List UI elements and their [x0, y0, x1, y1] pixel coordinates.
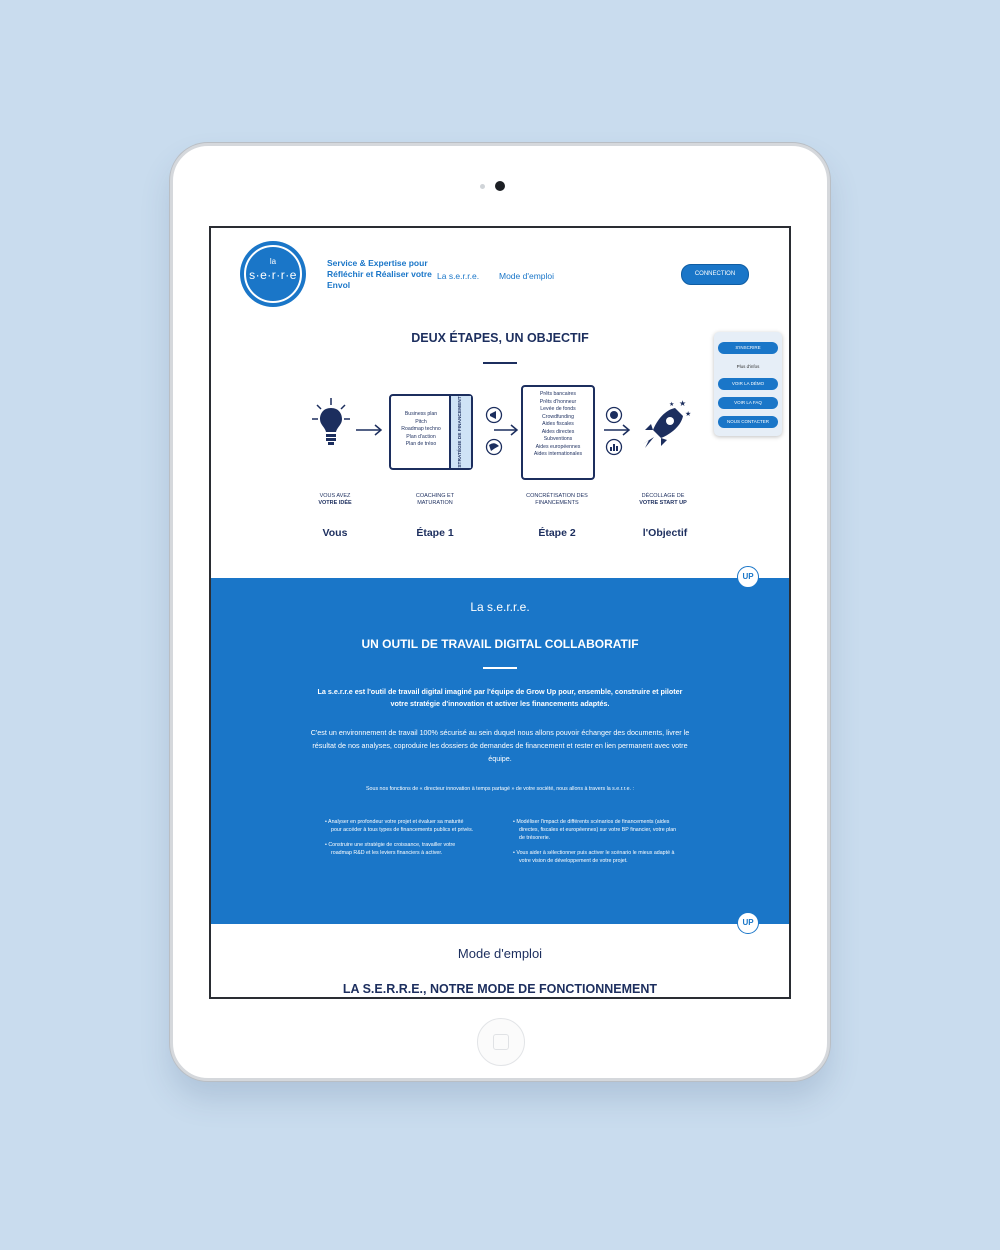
- side-panel: [714, 332, 782, 436]
- step2-item: Aides fiscales: [542, 421, 574, 427]
- serre-title: UN OUTIL DE TRAVAIL DIGITAL COLLABORATIF: [361, 637, 639, 651]
- caption-line: COACHING ET: [415, 493, 455, 499]
- serre-functions: Sous nos fonctions de « directeur innovation à temps partagé » de votre société, nous allons à travers la s.e.r.r.e. :: [366, 786, 634, 792]
- step2-item: Crowdfunding: [541, 413, 574, 420]
- logo[interactable]: [240, 241, 306, 307]
- megaphone-icon: [485, 406, 503, 424]
- up-badge-top[interactable]: UP: [737, 566, 759, 588]
- caption-objectif: [623, 493, 703, 507]
- step1-box: [389, 394, 473, 470]
- bullets-left: [325, 818, 475, 864]
- title-rule: [483, 362, 517, 364]
- screen: [209, 226, 791, 999]
- step1-items: [393, 411, 449, 449]
- strategy-tab: [449, 396, 471, 468]
- svg-text:★: ★: [679, 400, 687, 408]
- step-name-vous: Vous: [322, 527, 348, 539]
- arrow-icon: [355, 424, 383, 436]
- signup-button[interactable]: S'INSCRIRE: [718, 342, 778, 354]
- nav-link-la-serre[interactable]: La s.e.r.r.e.: [437, 271, 480, 281]
- bullet-item: • Modéliser l'impact de différents scénarios de financements (aides directes, fiscales et européennes) sur votre BP financier, votre plan de trésorerie.: [513, 819, 677, 841]
- logo-la: la: [269, 257, 277, 266]
- serre-title-rule: [483, 667, 517, 669]
- caption-etape1: [395, 493, 475, 507]
- mode-title: LA S.E.R.R.E., NOTRE MODE DE FONCTIONNEMENT: [342, 982, 658, 996]
- lightbulb-icon: [311, 396, 351, 454]
- step-name-objectif: l'Objectif: [642, 527, 688, 539]
- globe-icon: [485, 438, 503, 456]
- arrow-icon: [603, 424, 631, 436]
- step1-item: Roadmap techno: [401, 426, 441, 432]
- step2-item: Levée de fonds: [540, 406, 576, 412]
- step2-item: Prêts d'honneur: [539, 398, 577, 405]
- steps-title: DEUX ÉTAPES, UN OBJECTIF: [411, 331, 589, 345]
- sensor-dot: [480, 184, 485, 189]
- bullet-item: • Vous aider à sélectionner puis activer le scénario le mieux adapté à votre vision de développement de votre projet.: [513, 850, 675, 864]
- camera-icon: [495, 181, 505, 191]
- step2-item: Prêts bancaires: [539, 391, 577, 397]
- step2-box: [521, 385, 595, 480]
- serre-section: [211, 578, 789, 924]
- serre-intro: La s.e.r.r.e est l'outil de travail digital imaginé par l'équipe de Grow Up pour, ensemble, construire et piloter votre stratégie d'innovation et activer les financements adaptés.: [317, 687, 683, 708]
- step-name-etape2: Étape 2: [538, 527, 576, 539]
- step2-items: [523, 391, 593, 459]
- caption-vous: [295, 493, 375, 507]
- more-info-text: Plus d'infos: [736, 364, 760, 369]
- caption-line: FINANCEMENTS: [535, 500, 579, 506]
- bullet-item: • Analyser en profondeur votre projet et évaluer sa maturité pour accéder à tous types de financements publics et privés.: [325, 819, 474, 833]
- caption-line: DÉCOLLAGE DE: [641, 493, 685, 499]
- home-button[interactable]: [477, 1018, 525, 1066]
- arrow-icon: [493, 424, 519, 436]
- serre-paragraph: C'est un environnement de travail 100% sécurisé au sein duquel nous allons pouvoir échanger des documents, livrer le résultat de nos analyses, coproduire les dossiers de demandes de financement et rester en lien permanent avec votre équipe.: [310, 728, 690, 763]
- step1-item: Pitch: [415, 418, 427, 425]
- caption-line: CONCRÉTISATION DES: [526, 493, 588, 499]
- serre-subtitle: La s.e.r.r.e.: [470, 600, 530, 614]
- svg-text:★: ★: [669, 401, 675, 408]
- step2-item: Aides directes: [541, 428, 575, 435]
- euro-icon: [605, 406, 623, 424]
- step1-item: Plan d'action: [406, 433, 436, 440]
- logo-serre: s·e·r·r·e: [249, 268, 297, 282]
- rocket-icon: [635, 400, 693, 458]
- bullets-right: [513, 818, 683, 872]
- connection-button[interactable]: CONNECTION: [681, 264, 749, 285]
- chart-icon: [605, 438, 623, 456]
- home-icon: [493, 1034, 509, 1050]
- step-name-etape1: Étape 1: [416, 527, 454, 539]
- strategy-label: STRATÉGIE DE FINANCEMENT: [458, 396, 463, 468]
- demo-button[interactable]: VOIR LA DÉMO: [718, 378, 778, 390]
- mode-subtitle: Mode d'emploi: [457, 946, 543, 961]
- up-badge-bottom[interactable]: UP: [737, 912, 759, 934]
- contact-button[interactable]: NOUS CONTACTER: [718, 416, 778, 428]
- svg-text:★: ★: [685, 410, 692, 418]
- faq-button[interactable]: VOIR LA FAQ: [718, 397, 778, 409]
- step2-item: Subventions: [543, 436, 573, 442]
- step2-item: Aides européennes: [535, 443, 581, 450]
- bullet-item: • Construire une stratégie de croissance, travailler votre roadmap R&D et les leviers financiers à activer.: [325, 842, 456, 856]
- caption-line-bold: VOTRE START UP: [639, 500, 687, 506]
- step1-item: Business plan: [404, 411, 438, 417]
- step1-item: Plan de tréso: [405, 441, 437, 447]
- caption-line: VOUS AVEZ: [319, 493, 351, 499]
- nav-link-mode-emploi[interactable]: Mode d'emploi: [499, 271, 555, 281]
- tagline: Service & Expertise pour Réfléchir et Réaliser votre Envol: [327, 258, 432, 290]
- step2-item: Aides internationales: [533, 451, 583, 457]
- caption-line: MATURATION: [417, 500, 453, 506]
- caption-etape2: [507, 493, 607, 507]
- caption-line-bold: VOTRE IDÉE: [318, 500, 352, 506]
